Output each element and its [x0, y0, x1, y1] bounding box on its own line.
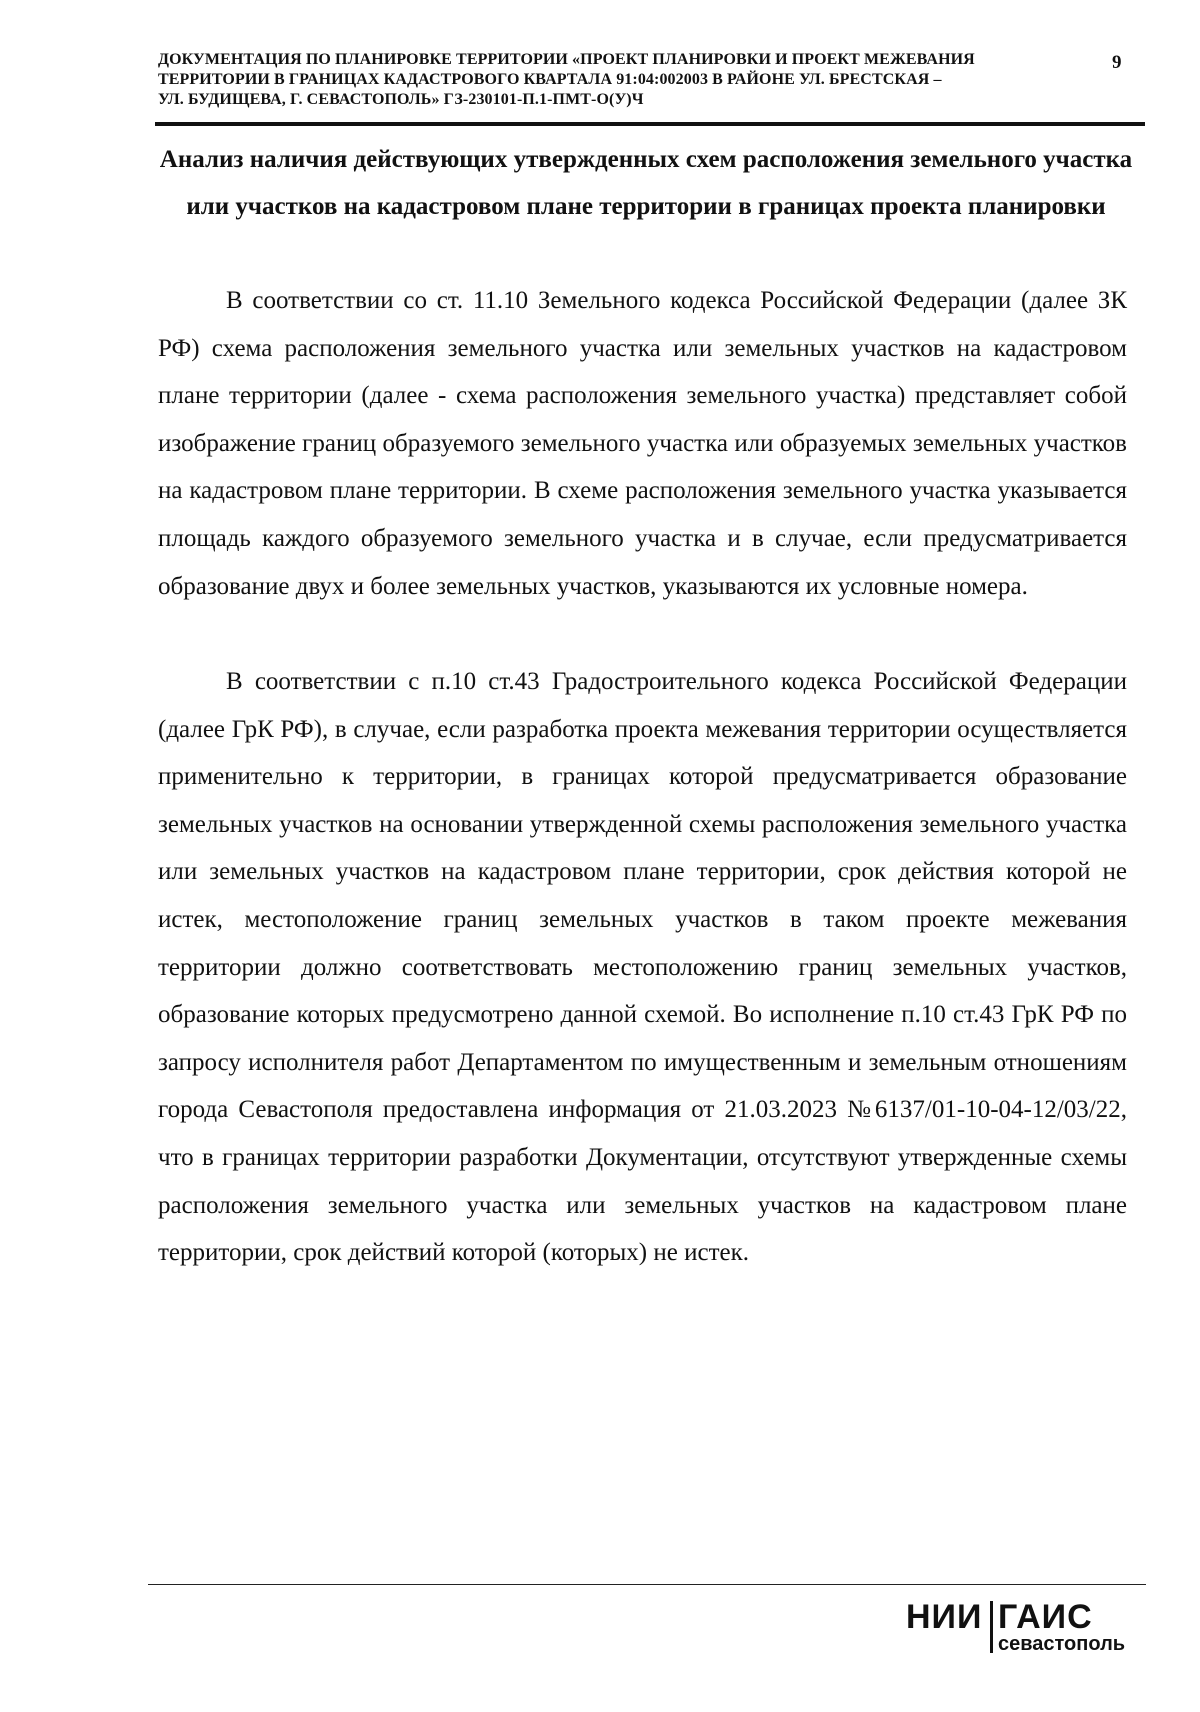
logo-separator	[990, 1601, 993, 1653]
nii-gais-logo	[906, 1597, 1146, 1667]
header-divider	[155, 122, 1145, 126]
header-line-3: УЛ. БУДИЩЕВА, Г. СЕВАСТОПОЛЬ» ГЗ-230101-П.1-ПМТ-О(У)Ч	[158, 91, 644, 108]
section-heading: Анализ наличия действующих утвержденных схем расположения земельного участка или участков на кадастровом плане территории в границах проекта планировки	[159, 146, 1133, 220]
paragraph-2: В соответствии с п.10 ст.43 Градостроительного кодекса Российской Федерации (далее ГрК РФ), в случае, если разработка проекта межевания территории осуществляется применительно к территории, в границах которой предусматривается образование земельных участков на основании утвержденной схемы расположения земельного участка или земельных участков на кадастровом плане территории, срок действия которой не истек, местоположение границ земельных участков в таком проекте межевания территории должно соответствовать местоположению границ земельных участков, образование которых предусмотрено данной схемой. Во исполнение п.10 ст.43 ГрК РФ по запросу исполнителя работ Департаментом по имущественным и земельным отношениям города Севастополя предоставлена информация от 21.03.2023 №6137/01-10-04-12/03/22, что в границах территории разработки Документации, отсутствуют утвержденные схемы расположения земельного участка или земельных участков на кадастровом плане территории, срок действий которой (которых) не истек.	[158, 668, 1127, 1267]
header-line-1: ДОКУМЕНТАЦИЯ ПО ПЛАНИРОВКЕ ТЕРРИТОРИИ «ПРОЕКТ ПЛАНИРОВКИ И ПРОЕКТ МЕЖЕВАНИЯ	[158, 51, 975, 68]
running-header	[158, 50, 1058, 110]
header-line-2: ТЕРРИТОРИИ В ГРАНИЦАХ КАДАСТРОВОГО КВАРТАЛА 91:04:002003 В РАЙОНЕ УЛ. БРЕСТСКАЯ –	[158, 71, 942, 88]
logo-text-nii: НИИ	[906, 1598, 983, 1636]
page-number: 9	[1112, 52, 1122, 73]
footer-divider	[148, 1584, 1146, 1585]
paragraph-1: В соответствии со ст. 11.10 Земельного кодекса Российской Федерации (далее ЗК РФ) схема расположения земельного участка или земельных участков на кадастровом плане территории (далее - схема расположения земельного участка) представляет собой изображение границ образуемого земельного участка или образуемых земельных участков на кадастровом плане территории. В схеме расположения земельного участка указывается площадь каждого образуемого земельного участка и в случае, если предусматривается образование двух и более земельных участков, указываются их условные номера.	[158, 287, 1127, 600]
logo-text-city: севастополь	[998, 1633, 1126, 1655]
logo-text-gais: ГАИС	[998, 1598, 1093, 1636]
